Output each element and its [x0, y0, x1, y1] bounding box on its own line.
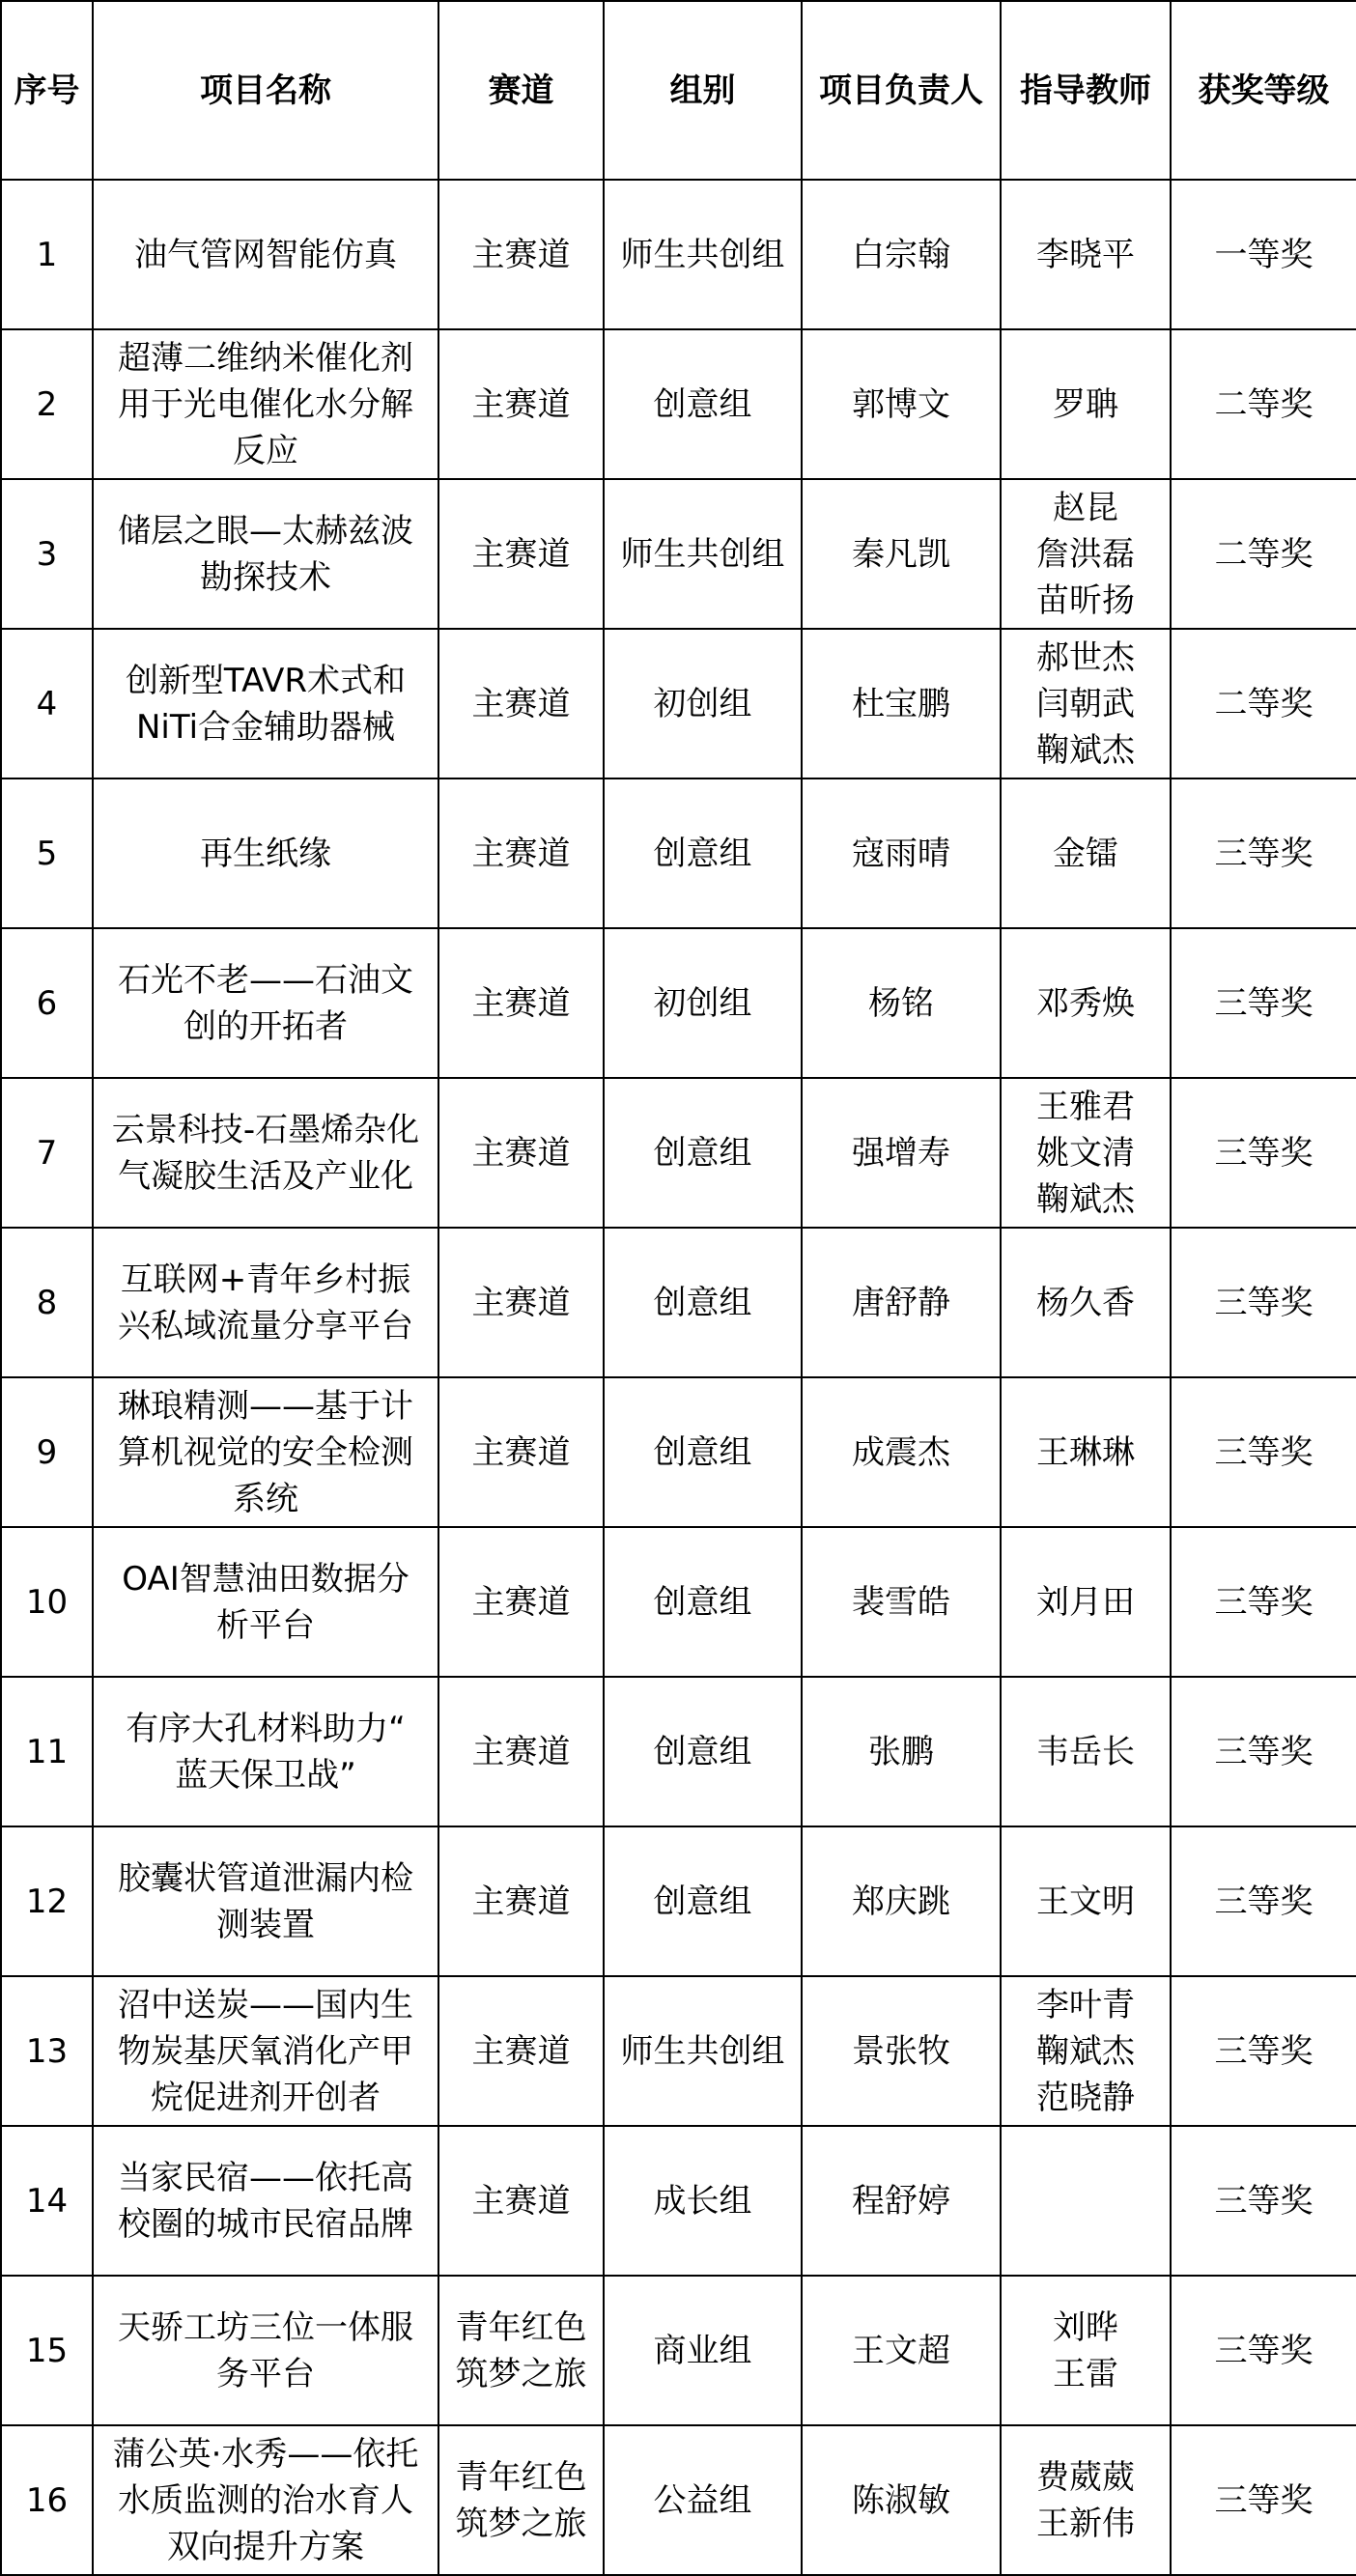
- cell-advisor: 郝世杰 闫朝武 鞠斌杰: [1001, 629, 1171, 778]
- table-row: [1, 778, 1356, 928]
- cell-award-level: 三等奖: [1171, 2425, 1356, 2575]
- cell-no: 12: [1, 1826, 93, 1976]
- cell-project-lead: 白宗翰: [802, 180, 1001, 329]
- header-project-name: 项目名称: [93, 1, 438, 180]
- cell-no: 1: [1, 180, 93, 329]
- cell-group: 初创组: [604, 928, 802, 1078]
- cell-no: 11: [1, 1677, 93, 1826]
- cell-award-level: 三等奖: [1171, 1377, 1356, 1527]
- cell-advisor: 王雅君 姚文清 鞠斌杰: [1001, 1078, 1171, 1228]
- table-row: [1, 1377, 1356, 1527]
- cell-advisor: 罗聃: [1001, 329, 1171, 479]
- cell-project-name: 创新型TAVR术式和 NiTi合金辅助器械: [93, 629, 438, 778]
- cell-award-level: 二等奖: [1171, 329, 1356, 479]
- cell-advisor: 韦岳长: [1001, 1677, 1171, 1826]
- cell-project-name: 再生纸缘: [93, 778, 438, 928]
- cell-award-level: 二等奖: [1171, 629, 1356, 778]
- cell-track: 青年红色 筑梦之旅: [438, 2276, 604, 2425]
- cell-no: 10: [1, 1527, 93, 1677]
- cell-project-name: 超薄二维纳米催化剂 用于光电催化水分解 反应: [93, 329, 438, 479]
- cell-advisor: 邓秀焕: [1001, 928, 1171, 1078]
- cell-award-level: 三等奖: [1171, 1078, 1356, 1228]
- header-track: 赛道: [438, 1, 604, 180]
- cell-track: 主赛道: [438, 1527, 604, 1677]
- cell-award-level: 三等奖: [1171, 1976, 1356, 2126]
- cell-no: 6: [1, 928, 93, 1078]
- cell-project-lead: 景张牧: [802, 1976, 1001, 2126]
- cell-project-lead: 王文超: [802, 2276, 1001, 2425]
- cell-award-level: 三等奖: [1171, 1527, 1356, 1677]
- cell-project-name: 油气管网智能仿真: [93, 180, 438, 329]
- table-row: [1, 1078, 1356, 1228]
- cell-no: 14: [1, 2126, 93, 2276]
- table-row: [1, 1677, 1356, 1826]
- cell-no: 9: [1, 1377, 93, 1527]
- cell-project-lead: 张鹏: [802, 1677, 1001, 1826]
- cell-group: 创意组: [604, 778, 802, 928]
- cell-no: 4: [1, 629, 93, 778]
- header-group: 组别: [604, 1, 802, 180]
- cell-no: 13: [1, 1976, 93, 2126]
- cell-project-name: 储层之眼—太赫兹波 勘探技术: [93, 479, 438, 629]
- cell-advisor: 金镭: [1001, 778, 1171, 928]
- cell-award-level: 三等奖: [1171, 928, 1356, 1078]
- cell-group: 创意组: [604, 329, 802, 479]
- table-header-row: [1, 1, 1356, 180]
- cell-track: 主赛道: [438, 928, 604, 1078]
- cell-project-lead: 唐舒静: [802, 1228, 1001, 1377]
- cell-project-lead: 郭博文: [802, 329, 1001, 479]
- cell-project-name: 琳琅精测——基于计 算机视觉的安全检测 系统: [93, 1377, 438, 1527]
- cell-no: 15: [1, 2276, 93, 2425]
- table-row: [1, 629, 1356, 778]
- table-row: [1, 928, 1356, 1078]
- cell-project-lead: 裴雪皓: [802, 1527, 1001, 1677]
- table-row: [1, 180, 1356, 329]
- table-row: [1, 479, 1356, 629]
- header-advisor: 指导教师: [1001, 1, 1171, 180]
- cell-project-lead: 陈淑敏: [802, 2425, 1001, 2575]
- header-no: 序号: [1, 1, 93, 180]
- cell-project-lead: 秦凡凯: [802, 479, 1001, 629]
- cell-project-name: 当家民宿——依托高 校圈的城市民宿品牌: [93, 2126, 438, 2276]
- cell-award-level: 二等奖: [1171, 479, 1356, 629]
- cell-group: 创意组: [604, 1228, 802, 1377]
- table-row: [1, 1228, 1356, 1377]
- cell-track: 主赛道: [438, 629, 604, 778]
- cell-advisor: 刘月田: [1001, 1527, 1171, 1677]
- cell-group: 成长组: [604, 2126, 802, 2276]
- cell-award-level: 三等奖: [1171, 1677, 1356, 1826]
- cell-project-lead: 杜宝鹏: [802, 629, 1001, 778]
- cell-advisor: 杨久香: [1001, 1228, 1171, 1377]
- table-row: [1, 2425, 1356, 2575]
- cell-project-name: 蒲公英·水秀——依托 水质监测的治水育人 双向提升方案: [93, 2425, 438, 2575]
- cell-award-level: 三等奖: [1171, 2276, 1356, 2425]
- cell-group: 创意组: [604, 1677, 802, 1826]
- table-row: [1, 329, 1356, 479]
- cell-group: 师生共创组: [604, 180, 802, 329]
- cell-advisor: 王琳琳: [1001, 1377, 1171, 1527]
- table-row: [1, 1826, 1356, 1976]
- cell-no: 8: [1, 1228, 93, 1377]
- cell-track: 主赛道: [438, 1976, 604, 2126]
- cell-group: 师生共创组: [604, 479, 802, 629]
- table-row: [1, 1976, 1356, 2126]
- cell-advisor: 王文明: [1001, 1826, 1171, 1976]
- cell-project-name: OAI智慧油田数据分 析平台: [93, 1527, 438, 1677]
- cell-project-name: 互联网+青年乡村振 兴私域流量分享平台: [93, 1228, 438, 1377]
- cell-award-level: 三等奖: [1171, 1228, 1356, 1377]
- cell-track: 主赛道: [438, 479, 604, 629]
- cell-project-name: 沼中送炭——国内生 物炭基厌氧消化产甲 烷促进剂开创者: [93, 1976, 438, 2126]
- table-row: [1, 1527, 1356, 1677]
- cell-award-level: 一等奖: [1171, 180, 1356, 329]
- cell-award-level: 三等奖: [1171, 1826, 1356, 1976]
- cell-no: 5: [1, 778, 93, 928]
- cell-track: 主赛道: [438, 2126, 604, 2276]
- cell-project-name: 云景科技-石墨烯杂化 气凝胶生活及产业化: [93, 1078, 438, 1228]
- cell-advisor: 李叶青 鞠斌杰 范晓静: [1001, 1976, 1171, 2126]
- cell-track: 主赛道: [438, 329, 604, 479]
- cell-project-name: 有序大孔材料助力“ 蓝天保卫战”: [93, 1677, 438, 1826]
- cell-advisor: [1001, 2126, 1171, 2276]
- cell-no: 16: [1, 2425, 93, 2575]
- cell-project-lead: 程舒婷: [802, 2126, 1001, 2276]
- cell-project-lead: 杨铭: [802, 928, 1001, 1078]
- cell-track: 主赛道: [438, 180, 604, 329]
- cell-group: 创意组: [604, 1078, 802, 1228]
- cell-project-lead: 郑庆跳: [802, 1826, 1001, 1976]
- cell-no: 2: [1, 329, 93, 479]
- header-award-level: 获奖等级: [1171, 1, 1356, 180]
- cell-project-lead: 强增寿: [802, 1078, 1001, 1228]
- table-row: [1, 2126, 1356, 2276]
- cell-advisor: 赵昆 詹洪磊 苗昕扬: [1001, 479, 1171, 629]
- cell-project-name: 石光不老——石油文 创的开拓者: [93, 928, 438, 1078]
- cell-track: 主赛道: [438, 1377, 604, 1527]
- table-row: [1, 2276, 1356, 2425]
- cell-track: 主赛道: [438, 1078, 604, 1228]
- cell-group: 公益组: [604, 2425, 802, 2575]
- cell-track: 主赛道: [438, 1677, 604, 1826]
- cell-award-level: 三等奖: [1171, 778, 1356, 928]
- cell-track: 主赛道: [438, 778, 604, 928]
- cell-project-lead: 寇雨晴: [802, 778, 1001, 928]
- cell-no: 3: [1, 479, 93, 629]
- cell-advisor: 刘晔 王雷: [1001, 2276, 1171, 2425]
- cell-track: 主赛道: [438, 1826, 604, 1976]
- cell-track: 青年红色 筑梦之旅: [438, 2425, 604, 2575]
- cell-award-level: 三等奖: [1171, 2126, 1356, 2276]
- cell-group: 商业组: [604, 2276, 802, 2425]
- cell-group: 师生共创组: [604, 1976, 802, 2126]
- table-body: [1, 180, 1356, 2575]
- header-project-lead: 项目负责人: [802, 1, 1001, 180]
- cell-project-name: 天骄工坊三位一体服 务平台: [93, 2276, 438, 2425]
- cell-track: 主赛道: [438, 1228, 604, 1377]
- cell-group: 创意组: [604, 1377, 802, 1527]
- cell-group: 初创组: [604, 629, 802, 778]
- cell-no: 7: [1, 1078, 93, 1228]
- cell-project-lead: 成震杰: [802, 1377, 1001, 1527]
- cell-advisor: 李晓平: [1001, 180, 1171, 329]
- cell-group: 创意组: [604, 1826, 802, 1976]
- cell-group: 创意组: [604, 1527, 802, 1677]
- cell-project-name: 胶囊状管道泄漏内检 测装置: [93, 1826, 438, 1976]
- cell-advisor: 费葳葳 王新伟: [1001, 2425, 1171, 2575]
